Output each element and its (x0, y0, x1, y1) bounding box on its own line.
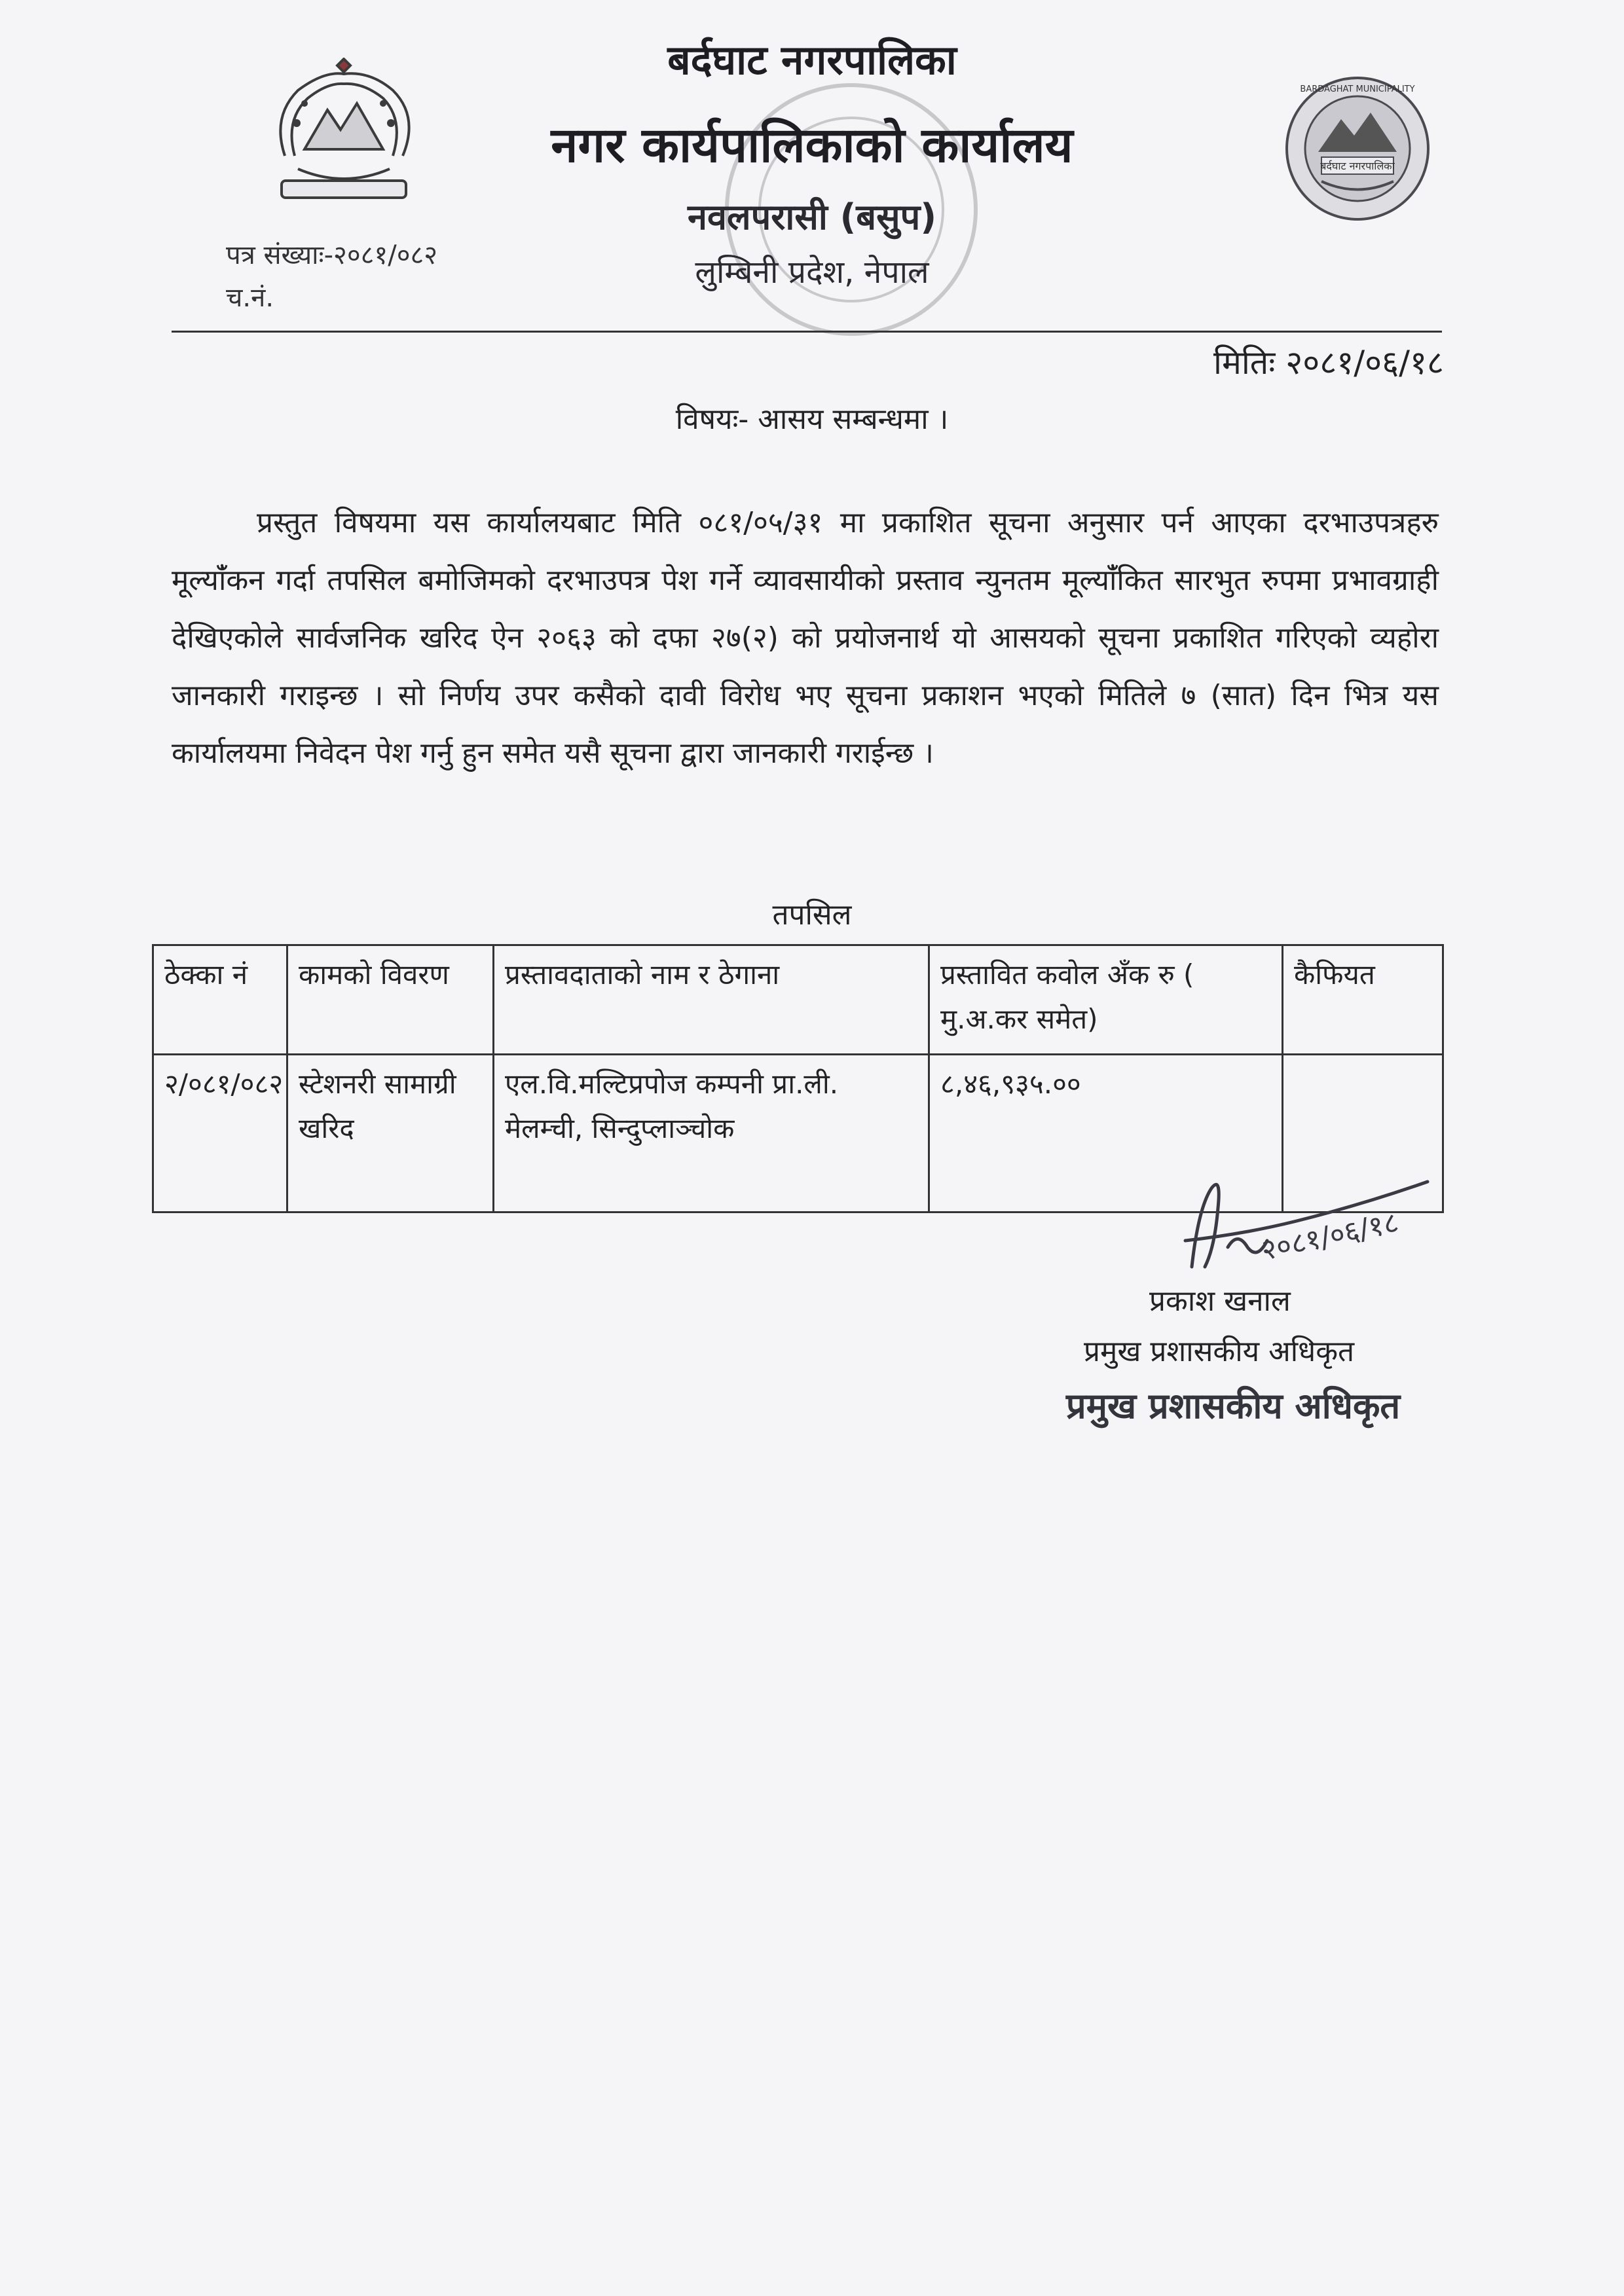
signatory-name: प्रकाश खनाल (1149, 1285, 1291, 1318)
notice-body (172, 494, 1439, 782)
signature-date: २०८१/०६/१८ (1258, 1205, 1402, 1267)
subject-line: विषयः- आसय सम्बन्धमा । (675, 403, 949, 436)
header-description: कामको विवरण (287, 945, 494, 1055)
header-amount: प्रस्तावित कवोल अँक रु ( मु.अ.कर समेत) (929, 945, 1283, 1055)
table-header-row (153, 945, 1443, 1055)
seal-label: बर्दघाट नगरपालिका (1320, 160, 1395, 172)
signature-icon (1166, 1169, 1441, 1283)
table-title: तपसिल (772, 898, 852, 932)
letter-number: पत्र संख्याः-२०८१/०८२ (226, 240, 438, 270)
notice-paragraph: प्रस्तुत विषयमा यस कार्यालयबाट मिति ०८१/०५/३१ मा प्रकाशित सूचना अनुसार पर्न आएका दरभाउपत्रहरु मूल्यांँकन गर्दा तपसिल बमोजिमको दरभाउपत्र पेश गर्ने व्यावसायीको प्रस्ताव न्युनतम मूल्यांँकित सारभुत रुपमा प्रभावग्राही देखिएकोले सार्वजनिक खरिद ऐन २०६३ को दफा २७(२) को प्रयोजनार्थ यो आसयको सूचना प्रकाशित गरिएको व्यहोरा जानकारी गराइन्छ । सो निर्णय उपर कसैको दावी विरोध भए सूचना प्रकाशन भएको मितिले ७ (सात) दिन भित्र यस कार्यालयमा निवेदन पेश गर्नु हुन समेत यसै सूचना द्वारा जानकारी गराईन्छ । (172, 506, 1439, 770)
dispatch-number: च.नं. (226, 283, 274, 313)
municipality-name: बर्दघाट नगरपालिका (667, 36, 957, 84)
letter-date: मितिः २०८१/०६/१८ (1213, 344, 1444, 382)
header-remarks: कैफियत (1283, 945, 1443, 1055)
header-bidder: प्रस्तावदाताको नाम र ठेगाना (494, 945, 929, 1055)
seal-ring-text: BARDAGHAT MUNICIPALITY (1300, 84, 1415, 94)
cell-bidder: एल.वि.मल्टिप्रपोज कम्पनी प्रा.ली. मेलम्ची, सिन्दुप्लाञ्चोक (494, 1055, 929, 1212)
signatory-title: प्रमुख प्रशासकीय अधिकृत (1084, 1335, 1355, 1368)
cell-amount: ८,४६,९३५.०० (929, 1055, 1283, 1212)
cell-contract-no: २/०८१/०८२ (153, 1055, 287, 1212)
header-contract-no: ठेक्का नं (153, 945, 287, 1055)
header-divider (172, 331, 1442, 333)
district-name: नवलपरासी (बसुप) (687, 196, 936, 238)
office-name: नगर कार्यपालिकाको कार्यालय (551, 117, 1073, 173)
signatory-stamp: प्रमुख प्रशासकीय अधिकृत (1066, 1385, 1401, 1427)
province-name: लुम्बिनी प्रदेश, नेपाल (695, 254, 929, 291)
cell-description: स्टेशनरी सामाग्री खरिद (287, 1055, 494, 1212)
